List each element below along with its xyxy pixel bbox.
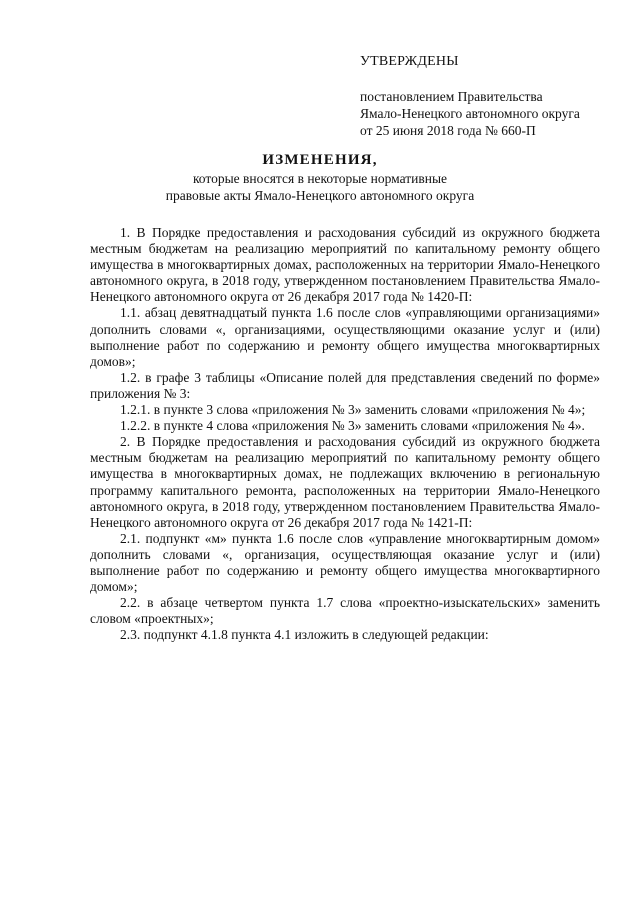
paragraph-2: 2. В Порядке предоставления и расходования субсидий из окружного бюджета местным бюджетам на реализацию мероприятий по капитальному ремонту общего имущества в многоквартирных домах, не подлежащих включению в региональную программу капитального ремонта, расположенных на территории Ямало-Ненецкого автономного округа, в 2018 году, утвержденном постановлением Правительства Ямало-Ненецкого автономного округа от 26 декабря 2017 года № 1421-П: [90, 434, 600, 530]
approval-title: УТВЕРЖДЕНЫ [360, 54, 459, 69]
paragraph-1-2-2: 1.2.2. в пункте 4 слова «приложения № 3» заменить словами «приложения № 4». [120, 418, 585, 434]
paragraph-1-2-1: 1.2.1. в пункте 3 слова «приложения № 3» заменить словами «приложения № 4»; [120, 402, 586, 418]
paragraph-2-3: 2.3. подпункт 4.1.8 пункта 4.1 изложить в следующей редакции: [120, 627, 489, 643]
paragraph-1-2: 1.2. в графе 3 таблицы «Описание полей для представления сведений по форме» приложения № 3: [90, 369, 600, 401]
paragraph-1-1: 1.1. абзац девятнадцатый пункта 1.6 после слов «управляющими организациями» дополнить словами «, организациями, осуществляющими оказание услуг и (или) выполнение работ по содержанию и ремонту общего имущества многоквартирных домов»; [90, 305, 600, 369]
approval-line: от 25 июня 2018 года № 660-П [360, 123, 536, 138]
approval-line: Ямало-Ненецкого автономного округа [360, 106, 580, 121]
document-subtitle-line: правовые акты Ямало-Ненецкого автономного округа [165, 188, 475, 203]
approval-line: постановлением Правительства [360, 89, 543, 104]
paragraph-1: 1. В Порядке предоставления и расходования субсидий из окружного бюджета местным бюджетам на реализацию мероприятий по капитальному ремонту общего имущества в многоквартирных домах, расположенных на территории Ямало-Ненецкого автономного округа, в 2018 году, утвержденном постановлением Правительства Ямало-Ненецкого автономного округа от 26 декабря 2017 года № 1420-П: [90, 225, 600, 305]
document-subtitle-line: которые вносятся в некоторые нормативные [192, 171, 448, 186]
paragraph-2-1: 2.1. подпункт «м» пункта 1.6 после слов «управление многоквартирным домом» дополнить словами «, организация, осуществляющая оказание услуг и (или) выполнение работ по содержанию и ремонту общего имущества многоквартирного домом»; [90, 530, 600, 595]
document-heading [90, 152, 550, 204]
paragraph-2-2: 2.2. в абзаце четвертом пункта 1.7 слова «проектно-изыскательских» заменить словом «проектных»; [90, 595, 600, 627]
document-body [90, 225, 600, 643]
document-title: ИЗМЕНЕНИЯ, [262, 152, 378, 168]
approval-stamp [360, 53, 630, 139]
